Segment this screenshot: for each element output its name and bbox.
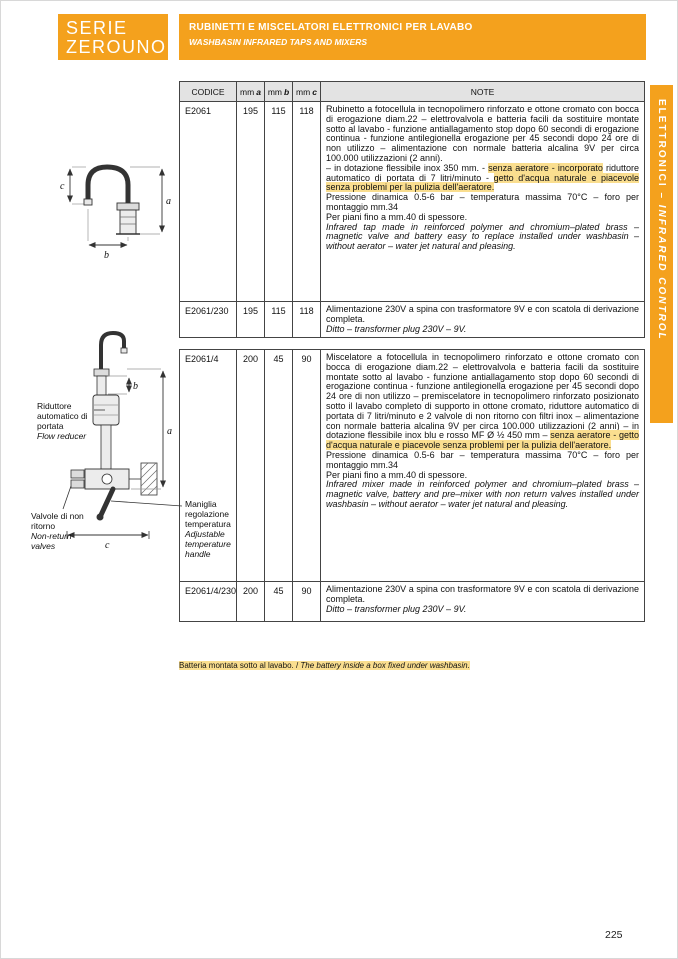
label-flow-reducer-en: Flow reducer — [37, 431, 87, 441]
page-number: 225 — [605, 929, 623, 941]
dim-c-cell: 90 — [293, 582, 321, 622]
dim-b-cell: 115 — [265, 102, 293, 302]
mounting-hatch — [129, 463, 157, 495]
table-row — [180, 302, 645, 338]
dim-a-cell: 200 — [237, 350, 265, 582]
tap-outlet — [84, 199, 92, 205]
label-temperature-handle — [185, 499, 241, 559]
dim-label-b: b — [104, 250, 109, 261]
note-cell: Alimentazione 230V a spina con trasformatore 9V e con scatola di derivazione completa. Ditto – transformer plug 230V – 9V. — [321, 582, 645, 622]
leader-valves — [63, 486, 71, 509]
note-cell: Rubinetto a fotocellula in tecnopolimero rinforzato e ottone cromato con bocca di erogazione diam.22 – elettrovalvola e batteria facili da sostituire montate sotto al lavabo - funzione antiallagamento stop dopo 60 secondi di erogazione continua - funzione antilegionella erogazione per 45 secondi dopo 24 ore di non utilizzo – alimentazione con normale batteria alcalina 9V per circa 100.000 utilizzazioni (2 anni). – in dotazione flessibile inox 350 mm. - senza aeratore - incorporato riduttore automatico di portata di 7 litri/minuto - getto d'acqua naturale e piacevole senza problemi per la pulizia dell'aeratore. Pressione dinamica 0.5-6 bar – temperatura massima 70°C – foro per montaggio mm.34 Per piani fino a mm.40 di spessore. Infrared tap made in reinforced polymer and chromium–plated brass – magnetic valve and battery easy to replace installed under washbasin – without aerator – water jet natural and pleasing. — [321, 102, 645, 302]
page-title: RUBINETTI E MISCELATORI ELETTRONICI PER LAVABO — [189, 22, 473, 33]
label-non-return-valves — [31, 511, 97, 551]
table-row — [180, 350, 645, 582]
side-category-tab — [650, 85, 673, 423]
brand-box — [58, 14, 168, 60]
dim-label-c: c — [60, 181, 65, 192]
label-non-return-valves-en: Non-return valves — [31, 531, 72, 551]
label-flow-reducer-it: Riduttore automatico di portata — [37, 401, 88, 431]
side-tab-label-it: ELETTRONICI – — [656, 99, 667, 205]
table-row — [180, 102, 645, 302]
tap-dimension-diagram — [58, 141, 178, 276]
dim-label-a: a — [167, 426, 172, 437]
dim-a-cell: 195 — [237, 102, 265, 302]
dim-b-cell: 45 — [265, 350, 293, 582]
battery-footnote: Batteria montata sotto al lavabo. / The battery inside a box fixed under washbasin. — [179, 661, 470, 670]
mixer-tube-upper — [97, 376, 106, 395]
mixer-spout — [101, 333, 124, 369]
note-cell: Miscelatore a fotocellula in tecnopolimero rinforzato e ottone cromato con bocca di erogazione diam.22 – elettrovalvola e batteria facili da sostituire montate sotto al lavabo - funzione antiallagamento stop dopo 60 secondi di erogazione continua - funzione antilegionella erogazione per 45 secondi dopo 24 ore di non utilizzo – premiscelatore in tecnopolimero rinforzato posizionato sotto il lavabo completo di supporto in ottone cromato, riduttore automatico di portata di 7 litri/minuto e 2 valvole di non ritorno con filtri inox – alimentazione con normale batteria alcalina 9V per circa 100.000 utilizzazioni (2 anni) – in dotazione flessibile inox blu e rosso MF Ø ½ 450 mm – senza aeratore - getto d'acqua naturale e piacevole senza problemi per la pulizia dell'aeratore. Pressione dinamica 0.5-6 bar – temperatura massima 70°C – foro per montaggio mm.34 Per piani fino a mm.40 di spessore. Infrared mixer made in reinforced polymer and chromium–plated brass – magnetic valve, battery and pre–mixer with non return valves installed under washbasin – without aerator – water jet natural and pleasing. — [321, 350, 645, 582]
note-cell: Alimentazione 230V a spina con trasformatore 9V e con scatola di derivazione completa. Ditto – transformer plug 230V – 9V. — [321, 302, 645, 338]
label-flow-reducer — [37, 401, 105, 441]
mixer-outlet — [121, 348, 127, 353]
code-cell: E2061/4/230 — [180, 582, 237, 622]
code-cell: E2061/230 — [180, 302, 237, 338]
non-return-valve-2 — [71, 480, 84, 488]
col-header-mm-c: mm c — [293, 82, 321, 102]
dim-c-cell: 118 — [293, 302, 321, 338]
dim-c-cell: 118 — [293, 102, 321, 302]
code-cell: E2061/4 — [180, 350, 237, 582]
leader-handle — [111, 501, 182, 506]
dim-c-cell: 90 — [293, 350, 321, 582]
dim-b-cell: 45 — [265, 582, 293, 622]
dim-a-cell: 200 — [237, 582, 265, 622]
mixer-collar — [94, 369, 109, 376]
table-header-row — [180, 82, 645, 102]
dim-a-cell: 195 — [237, 302, 265, 338]
temperature-handle — [101, 489, 113, 515]
tap-spout — [88, 167, 128, 203]
side-tab-label-en: INFRARED CONTROL — [656, 204, 667, 341]
brand-line1: SERIE — [66, 18, 128, 38]
label-temperature-handle-it: Maniglia regolazione temperatura — [185, 499, 231, 529]
spec-table-section-1 — [179, 81, 645, 338]
tap-collar — [117, 203, 139, 210]
col-header-mm-a: mm a — [237, 82, 265, 102]
col-header-codice: CODICE — [180, 82, 237, 102]
dim-label-b: b — [133, 381, 138, 392]
section-header — [179, 14, 646, 60]
page-subtitle: WASHBASIN INFRARED TAPS AND MIXERS — [189, 37, 368, 47]
col-header-mm-b: mm b — [265, 82, 293, 102]
dim-label-a: a — [166, 196, 171, 207]
label-non-return-valves-it: Valvole di non ritorno — [31, 511, 84, 531]
brand-line2: ZEROUNO — [66, 37, 167, 57]
dim-b-cell: 115 — [265, 302, 293, 338]
non-return-valve-1 — [71, 470, 84, 478]
col-header-note: NOTE — [321, 82, 645, 102]
code-cell: E2061 — [180, 102, 237, 302]
table-row — [180, 582, 645, 622]
dim-label-c: c — [105, 540, 110, 551]
spec-table-section-2 — [179, 349, 645, 622]
tap-body — [120, 210, 136, 234]
label-temperature-handle-en: Adjustable temperature handle — [185, 529, 231, 559]
